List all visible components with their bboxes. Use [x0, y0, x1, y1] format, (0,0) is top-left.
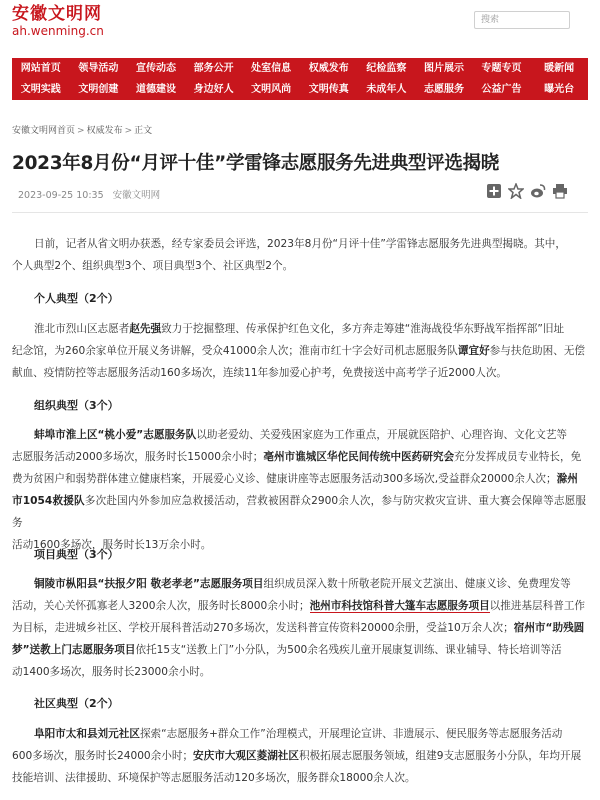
main-nav	[12, 58, 588, 100]
text-fragment: 淮北市烈山区志愿者	[34, 323, 130, 335]
nav-item[interactable]: 专题专页	[481, 63, 522, 74]
nav-item[interactable]: 暖新闻	[544, 63, 575, 74]
text-fragment: 组织成员深入数十所敬老院开展文艺演出、健康义诊、免费理发等	[263, 578, 571, 590]
nav-item[interactable]: 宣传动态	[135, 63, 176, 74]
text-fragment: 积极拓展志愿服务领域，组建9支志愿服务小分队，年均开展	[298, 750, 582, 762]
text-fragment: 费为贫困户和弱势群体建立健康档案，开展爱心义诊、健康讲座等志愿服务活动300多场次,受益群众20000余人次；	[12, 473, 557, 485]
divider	[12, 212, 588, 213]
text-line	[34, 573, 586, 595]
section-heading-organization: 组织典型（3个）	[34, 399, 119, 412]
section-individual-paragraph	[12, 318, 586, 384]
highlight-name: 梦”送教上门志愿服务项目	[12, 644, 136, 656]
section-community-paragraph	[12, 723, 586, 789]
nav-item[interactable]: 身边好人	[193, 84, 234, 95]
section-heading-community: 社区典型（2个）	[34, 697, 119, 710]
breadcrumb-category[interactable]: 权威发布	[86, 126, 123, 136]
text-fragment: 参与扶危助困、无偿	[489, 345, 586, 357]
highlight-name: 阜阳市太和县刘元社区	[34, 728, 140, 740]
nav-item[interactable]: 未成年人	[366, 84, 407, 95]
text-fragment: 依托15支“送教上门”小分队，为500余名残疾儿童开展康复训练、课业辅导、特长培训等活	[135, 644, 562, 656]
underlined-highlight: 池州市科技馆科普大篷车志愿服务项目	[309, 600, 490, 612]
text-line	[34, 723, 586, 745]
article-source: 安徽文明网	[112, 190, 161, 201]
section-heading-individual: 个人典型（2个）	[34, 292, 119, 305]
text-line	[12, 745, 586, 767]
print-icon[interactable]	[552, 183, 568, 199]
highlight-name: 亳州市谯城区华佗民间传统中医药研究会	[263, 451, 455, 463]
nav-item[interactable]: 图片展示	[423, 63, 464, 74]
plus-icon[interactable]	[486, 183, 502, 199]
text-fragment: 多次赴国内外参加应急救援活动，营救被困群众2900余人次，参与防灾救灾宣讲、重大赛会保障等志愿服务	[12, 495, 587, 529]
text-line	[12, 340, 586, 362]
nav-row-2	[12, 79, 588, 100]
text-fragment: 探索“志愿服务+群众工作”治理模式，开展理论宣讲、非遗展示、便民服务等志愿服务活动	[139, 728, 563, 740]
breadcrumb-home[interactable]: 安徽文明网首页	[12, 126, 76, 136]
text-fragment: 以助老爱幼、关爱残困家庭为工作重点，开展就医陪护、心理咨询、文化文艺等	[196, 429, 568, 441]
logo-title: 安徽文明网	[12, 4, 102, 24]
nav-item[interactable]: 公益广告	[481, 84, 522, 95]
nav-item[interactable]: 文明实践	[20, 84, 61, 95]
search-input[interactable]: 搜索	[474, 11, 570, 29]
text-line	[12, 446, 586, 468]
text-fragment: 以推进基层科普工作	[489, 600, 586, 612]
highlight-name: 宿州市“助残圆	[513, 622, 585, 634]
logo-url: ah.wenming.cn	[12, 24, 104, 38]
share-toolbar	[486, 183, 568, 199]
text-line	[34, 424, 586, 446]
text-fragment: 志愿服务活动2000多场次，服务时长15000余小时；	[12, 451, 264, 463]
highlight-name: 谭宜好	[457, 345, 490, 357]
text-fragment: 600多场次，服务时长24000余小时；	[12, 750, 194, 762]
article-meta	[18, 187, 166, 201]
section-project-paragraph	[12, 573, 586, 683]
site-logo[interactable]	[12, 4, 104, 38]
text-fragment: 纪念馆，为260余家单位开展义务讲解，受众41000余人次；淮南市红十字会好司机志愿服务队	[12, 345, 458, 357]
nav-item[interactable]: 志愿服务	[423, 84, 464, 95]
intro-paragraph	[12, 233, 586, 277]
highlight-name: 铜陵市枞阳县“扶报夕阳 敬老孝老”志愿服务项目	[34, 578, 264, 590]
text-line	[12, 639, 586, 661]
section-organization-paragraph	[12, 424, 587, 556]
text-fragment: 充分发挥成员专业特长，免	[454, 451, 582, 463]
site-header	[0, 0, 600, 48]
breadcrumb	[12, 123, 152, 136]
breadcrumb-separator: >	[124, 126, 133, 136]
nav-item[interactable]: 部务公开	[193, 63, 234, 74]
text-line: 技能培训、法律援助、环境保护等志愿服务活动120多场次，服务群众18000余人次。	[12, 772, 416, 784]
text-fragment: 为目标，走进城乡社区、学校开展科普活动270多场次，发送科普宣传资料20000余册，受益10万余人次；	[12, 622, 514, 634]
article-title: 2023年8月份“月评十佳”学雷锋志愿服务先进典型评选揭晓	[12, 153, 499, 174]
nav-item[interactable]: 曝光台	[544, 84, 575, 95]
nav-row-1	[12, 58, 588, 79]
text-line	[12, 490, 586, 534]
highlight-name: 滁州	[556, 473, 578, 485]
text-line	[12, 595, 586, 617]
star-icon[interactable]	[508, 183, 524, 199]
text-line: 动1400多场次，服务时长23000余小时。	[12, 666, 211, 678]
nav-item[interactable]: 文明风尚	[251, 84, 292, 95]
nav-item[interactable]: 文明传真	[308, 84, 349, 95]
nav-item[interactable]: 道德建设	[135, 84, 176, 95]
text-line	[12, 468, 586, 490]
highlight-name: 市1054救援队	[12, 495, 85, 507]
nav-item[interactable]: 网站首页	[20, 63, 61, 74]
nav-item[interactable]: 权威发布	[308, 63, 349, 74]
breadcrumb-separator: >	[77, 126, 85, 136]
nav-item[interactable]: 领导活动	[78, 63, 119, 74]
nav-item[interactable]: 处室信息	[251, 63, 292, 74]
article-date: 2023-09-25 10:35	[18, 190, 104, 201]
nav-item[interactable]: 文明创建	[78, 84, 119, 95]
nav-item[interactable]: 纪检监察	[366, 63, 407, 74]
text-line: 献血、疫情防控等志愿服务活动160多场次，连续11年参加爱心护考，免费接送中高考学子近2000人次。	[12, 367, 508, 379]
text-line: 日前，记者从省文明办获悉，经专家委员会评选，2023年8月份“月评十佳”学雷锋志愿服务先进典型揭晓。其中，	[34, 238, 566, 250]
weibo-icon[interactable]	[530, 183, 546, 199]
text-fragment: 活动，关心关怀孤寡老人3200余人次，服务时长8000余小时；	[12, 600, 310, 612]
highlight-name: 安庆市大观区菱湖社区	[193, 750, 299, 762]
text-line	[34, 318, 586, 340]
section-heading-project: 项目典型（3个）	[34, 548, 119, 561]
text-fragment: 致力于挖掘整理、传承保护红色文化，多方奔走筹建“淮海战役华东野战军指挥部”旧址	[161, 323, 565, 335]
highlight-name: 赵先强	[129, 323, 162, 335]
text-line	[12, 617, 586, 639]
text-line: 活动1600多场次，服务时长13万余小时。	[12, 539, 212, 551]
breadcrumb-current: 正文	[134, 126, 153, 136]
text-line: 个人典型2个、组织典型3个、项目典型3个、社区典型2个。	[12, 260, 294, 272]
highlight-name: 蚌埠市淮上区“桃小爱”志愿服务队	[34, 429, 197, 441]
